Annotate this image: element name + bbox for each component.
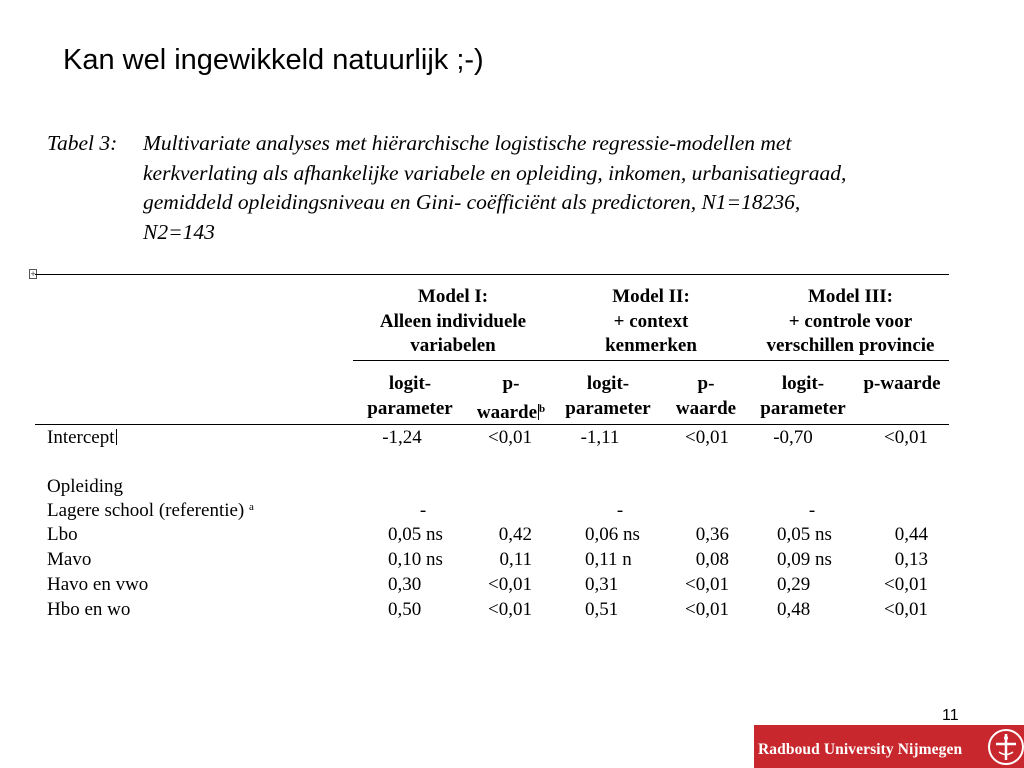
model-1-title: Model I: bbox=[417, 286, 489, 307]
intercept-value-model-3-logit: -0,70 bbox=[773, 427, 813, 448]
value-model-1-p: <0,01 bbox=[488, 599, 532, 620]
value-model-1-p: <0,01 bbox=[488, 574, 532, 595]
intercept-value-model-3-p: <0,01 bbox=[884, 427, 928, 448]
caption-line-1: Multivariate analyses met hiërarchische logistische regressie-modellen met bbox=[143, 131, 792, 155]
value-model-1-logit: 0,05 ns bbox=[388, 524, 443, 545]
value-model-3-logit: 0,05 ns bbox=[777, 524, 832, 545]
reference-value-model-2: - bbox=[616, 500, 624, 521]
intercept-label: Intercept bbox=[47, 427, 115, 448]
caption-line-2: kerkverlating als afhankelijke variabele en opleiding, inkomen, urbanisatiegraad, bbox=[143, 160, 847, 185]
footnote-b: b bbox=[539, 402, 546, 415]
model-header-rule bbox=[353, 360, 949, 361]
model-2-line-3: kenmerken bbox=[605, 335, 697, 356]
value-model-2-logit: 0,06 ns bbox=[585, 524, 640, 545]
value-model-3-logit: 0,29 bbox=[777, 574, 811, 595]
subheader-logit-model-3: logit- parameter bbox=[760, 373, 846, 419]
value-model-1-logit: 0,10 ns bbox=[388, 549, 443, 570]
subheader-p-model-1: p- waarde $^b$ bbox=[476, 373, 546, 423]
subheader-p-model-3: p-waarde bbox=[863, 373, 941, 394]
intercept-value-model-1-p: <0,01 bbox=[488, 427, 532, 448]
model-1-header bbox=[353, 285, 553, 359]
page-number: 11 bbox=[942, 707, 959, 724]
value-model-1-logit: 0,30 bbox=[388, 574, 422, 595]
row-label: Hbo en wo bbox=[47, 599, 131, 620]
value-model-2-p: 0,08 bbox=[695, 549, 729, 570]
row-label: Havo en vwo bbox=[47, 574, 149, 595]
value-model-1-p: 0,42 bbox=[498, 524, 532, 545]
value-model-2-logit: 0,51 bbox=[585, 599, 619, 620]
value-model-2-p: <0,01 bbox=[685, 599, 729, 620]
model-1-line-3: variabelen bbox=[410, 335, 496, 356]
slide-title: Kan wel ingewikkeld natuurlijk ;-) bbox=[63, 44, 484, 76]
reference-value-model-3: - bbox=[808, 500, 816, 521]
value-model-3-p: <0,01 bbox=[884, 599, 928, 620]
intercept-value-model-1-logit: -1,24 bbox=[382, 427, 422, 448]
model-2-header bbox=[560, 285, 742, 359]
value-model-3-p: <0,01 bbox=[884, 574, 928, 595]
text-cursor bbox=[116, 429, 117, 445]
value-model-2-logit: 0,11 n bbox=[585, 549, 632, 570]
subheader-logit-model-2: logit- parameter bbox=[565, 373, 651, 419]
table-top-rule bbox=[35, 274, 949, 275]
model-2-title: Model II: bbox=[612, 286, 690, 307]
model-3-title: Model III: bbox=[808, 286, 893, 307]
university-seal-icon bbox=[986, 726, 1024, 768]
value-model-3-p: 0,13 bbox=[894, 549, 928, 570]
value-model-3-logit: 0,48 bbox=[777, 599, 811, 620]
model-3-line-3: verschillen provincie bbox=[766, 335, 935, 356]
table-caption bbox=[47, 129, 997, 247]
value-model-2-logit: 0,31 bbox=[585, 574, 619, 595]
value-model-1-logit: 0,50 bbox=[388, 599, 422, 620]
reference-label: Lagere school (referentie) $^a$ bbox=[47, 500, 254, 521]
subheader-p-model-2: p- waarde bbox=[675, 373, 737, 419]
university-logo-text: Radboud University Nijmegen bbox=[758, 741, 963, 758]
row-label: Lbo bbox=[47, 524, 78, 545]
footnote-a: a bbox=[249, 501, 254, 513]
value-model-2-p: 0,36 bbox=[695, 524, 729, 545]
row-label: Mavo bbox=[47, 549, 92, 570]
caption-label: Tabel 3: bbox=[47, 131, 118, 155]
model-1-line-2: Alleen individuele bbox=[379, 310, 527, 332]
caption-line-4: N2=143 bbox=[143, 219, 215, 244]
table-move-handle-icon[interactable]: + bbox=[30, 270, 36, 278]
model-3-line-2: + controle voor bbox=[788, 310, 913, 332]
reference-value-model-1: - bbox=[419, 500, 427, 521]
subheader-logit-model-1: logit- parameter bbox=[367, 373, 453, 419]
intercept-value-model-2-p: <0,01 bbox=[685, 427, 729, 448]
value-model-3-p: 0,44 bbox=[894, 524, 928, 545]
section-label-opleiding: Opleiding bbox=[47, 476, 123, 497]
model-2-line-2: + context bbox=[613, 310, 689, 332]
model-3-header bbox=[752, 285, 949, 359]
value-model-1-p: 0,11 bbox=[499, 549, 532, 570]
intercept-value-model-2-logit: -1,11 bbox=[580, 427, 620, 448]
value-model-3-logit: 0,09 ns bbox=[777, 549, 832, 570]
value-model-2-p: <0,01 bbox=[685, 574, 729, 595]
caption-line-3: gemiddeld opleidingsniveau en Gini- coëfficiënt als predictoren, N1=18236, bbox=[143, 190, 801, 214]
